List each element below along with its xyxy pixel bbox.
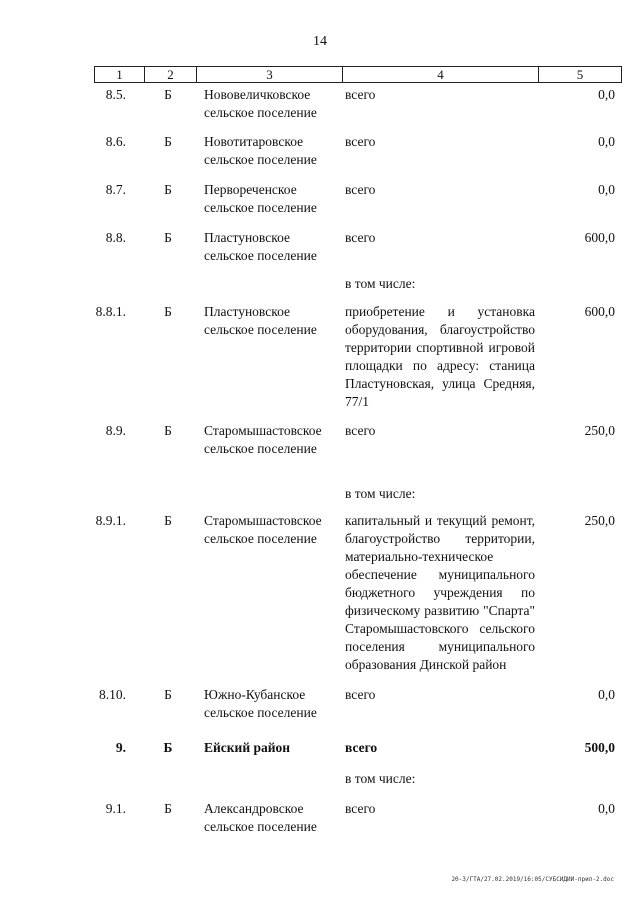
row-name: Александровское сельское поселение <box>204 801 317 834</box>
row-type: Б <box>164 87 172 102</box>
row-number: 8.10. <box>99 687 126 702</box>
row-number: 8.6. <box>105 134 126 149</box>
header-col-3: 3 <box>197 67 343 82</box>
row-description: приобретение и установка оборудования, благоустройство территории спортивной игровой площадки по адресу: станица Пластуновская, улица Средняя, 77/1 <box>345 304 535 409</box>
row-description: всего <box>345 423 376 438</box>
row-amount: 0,0 <box>598 801 615 816</box>
row-description: всего <box>345 801 376 816</box>
row-name: Старомышастовское сельское поселение <box>204 513 322 546</box>
row-number: 8.9. <box>105 423 126 438</box>
row-name: Пластуновское сельское поселение <box>204 230 317 263</box>
row-type: Б <box>164 134 172 149</box>
note-including: в том числе: <box>345 771 416 786</box>
row-amount: 500,0 <box>584 740 615 755</box>
row-number: 8.9.1. <box>95 513 126 528</box>
row-type: Б <box>163 740 173 755</box>
row-name: Пластуновское сельское поселение <box>204 304 317 337</box>
row-description: всего <box>345 740 378 755</box>
note-including: в том числе: <box>345 276 416 291</box>
table-header <box>94 66 622 83</box>
page-number: 14 <box>313 34 327 49</box>
row-type: Б <box>164 513 172 528</box>
file-path-footer: 20-3/ГТА/27.02.2019/16:05/СУБСИДИИ-прил-2.doc <box>451 876 614 883</box>
row-amount: 250,0 <box>584 423 615 438</box>
header-col-1: 1 <box>95 67 145 82</box>
row-type: Б <box>164 801 172 816</box>
row-name: Ейский район <box>204 740 291 755</box>
note-including: в том числе: <box>345 486 416 501</box>
row-name: Южно-Кубанское сельское поселение <box>204 687 317 720</box>
row-amount: 0,0 <box>598 87 615 102</box>
header-col-2: 2 <box>145 67 197 82</box>
row-name: Старомышастовское сельское поселение <box>204 423 322 456</box>
row-number: 8.8. <box>105 230 126 245</box>
row-amount: 600,0 <box>584 304 615 319</box>
row-number: 8.8.1. <box>95 304 126 319</box>
row-type: Б <box>164 304 172 319</box>
row-description: всего <box>345 87 376 102</box>
row-description: всего <box>345 182 376 197</box>
row-number: 9. <box>115 740 126 755</box>
row-type: Б <box>164 182 172 197</box>
row-amount: 0,0 <box>598 134 615 149</box>
row-amount: 0,0 <box>598 182 615 197</box>
header-col-4: 4 <box>343 67 539 82</box>
row-amount: 0,0 <box>598 687 615 702</box>
row-name: Нововеличковское сельское поселение <box>204 87 317 120</box>
row-amount: 600,0 <box>584 230 615 245</box>
row-name: Первореченское сельское поселение <box>204 182 317 215</box>
row-number: 8.7. <box>105 182 126 197</box>
row-type: Б <box>164 687 172 702</box>
row-type: Б <box>164 230 172 245</box>
row-description: всего <box>345 134 376 149</box>
header-col-5: 5 <box>576 66 584 82</box>
row-description: капитальный и текущий ремонт, благоустройство территории, материально-техническое обеспечение муниципального бюджетного учреждения по физическому развитию "Спарта" Старомышастовского сельского поселения муниципального образования Динской район <box>345 513 535 672</box>
row-number: 9.1. <box>105 801 126 816</box>
row-name: Новотитаровское сельское поселение <box>204 134 317 167</box>
row-description: всего <box>345 687 376 702</box>
row-type: Б <box>164 423 172 438</box>
row-amount: 250,0 <box>584 513 615 528</box>
row-number: 8.5. <box>105 87 126 102</box>
row-description: всего <box>345 230 376 245</box>
